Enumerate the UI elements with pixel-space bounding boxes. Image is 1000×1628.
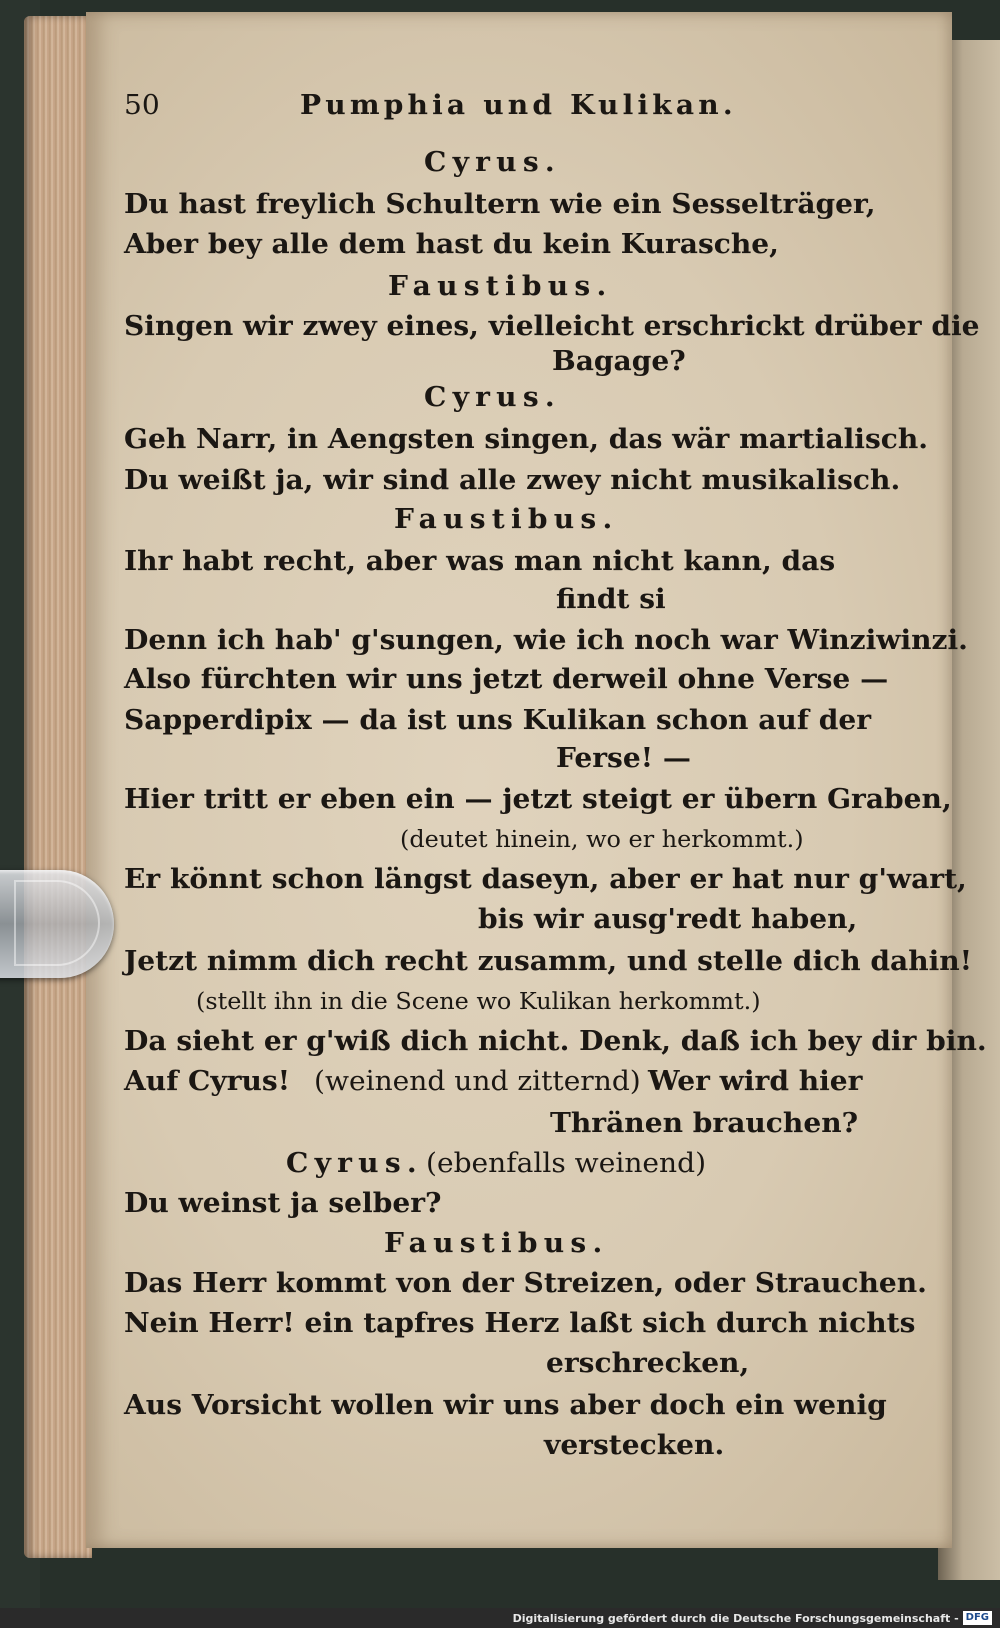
verse-line: Du weißt ja, wir sind alle zwey nicht musikalisch. (124, 465, 901, 496)
verse-line: Er könnt schon längst daseyn, aber er hat nur g'wart, (124, 864, 967, 895)
page-stack-edges (24, 16, 92, 1558)
stage-direction: (deutet hinein, wo er herkommt.) (400, 827, 804, 853)
running-head: Pumphia und Kulikan. (300, 90, 737, 121)
verse-line-continuation: Bagage? (552, 346, 686, 377)
credit-text: Digitalisierung gefördert durch die Deutsche Forschungsgemeinschaft - (512, 1611, 959, 1625)
verse-line: Jetzt nimm dich recht zusamm, und stelle dich dahin! (124, 946, 973, 977)
stage-direction: (stellt ihn in die Scene wo Kulikan herkommt.) (196, 989, 761, 1015)
page-clip-ring (14, 880, 100, 966)
stage-direction: (weinend und zitternd) (314, 1066, 641, 1097)
verse-line-continuation: Ferse! — (556, 743, 691, 774)
page-clip (0, 870, 114, 978)
page-number: 50 (124, 90, 160, 121)
verse-line: Nein Herr! ein tapfres Herz laßt sich durch nichts (124, 1308, 916, 1339)
verse-line: Denn ich hab' g'sungen, wie ich noch war Winziwinzi. (124, 625, 968, 656)
speaker-name: Cyrus. (424, 147, 561, 178)
verse-line: Hier tritt er eben ein — jetzt steigt er übern Graben, (124, 784, 952, 815)
verse-line-continuation: verstecken. (544, 1430, 725, 1461)
verse-line: Aus Vorsicht wollen wir uns aber doch ein wenig (124, 1390, 887, 1421)
dfg-logo: DFG (963, 1611, 992, 1625)
verse-line: Das Herr kommt von der Streizen, oder Strauchen. (124, 1268, 927, 1299)
speaker-name: Faustibus. (394, 504, 619, 535)
speaker-name: Cyrus. (424, 382, 561, 413)
verse-line: Auf Cyrus! (124, 1066, 291, 1097)
speaker-name: Faustibus. (388, 271, 613, 302)
verse-line: Ihr habt recht, aber was man nicht kann, das (124, 546, 836, 577)
verse-line: Wer wird hier (648, 1066, 863, 1097)
verse-line: Geh Narr, in Aengsten singen, das wär martialisch. (124, 424, 929, 455)
stage-direction: (ebenfalls weinend) (426, 1148, 707, 1179)
verse-line: Also fürchten wir uns jetzt derweil ohne Verse — (124, 664, 889, 695)
verse-line-continuation: bis wir ausg'redt haben, (478, 904, 858, 935)
verse-line: Sapperdipix — da ist uns Kulikan schon auf der (124, 705, 872, 736)
verse-line: Singen wir zwey eines, vielleicht erschrickt drüber die (124, 311, 980, 342)
verse-line: Aber bey alle dem hast du kein Kurasche, (124, 229, 779, 260)
speaker-name: Cyrus. (286, 1148, 423, 1179)
footer-credit (513, 1610, 992, 1626)
verse-line: Da sieht er g'wiß dich nicht. Denk, daß ich bey dir bin. (124, 1026, 987, 1057)
verse-line-continuation: Thränen brauchen? (550, 1108, 859, 1139)
verse-line-continuation: findt si (556, 584, 666, 615)
verse-line-continuation: erschrecken, (546, 1348, 750, 1379)
verse-line: Du weinst ja selber? (124, 1188, 442, 1219)
speaker-name: Faustibus. (384, 1228, 609, 1259)
verse-line: Du hast freylich Schultern wie ein Sesselträger, (124, 189, 876, 220)
